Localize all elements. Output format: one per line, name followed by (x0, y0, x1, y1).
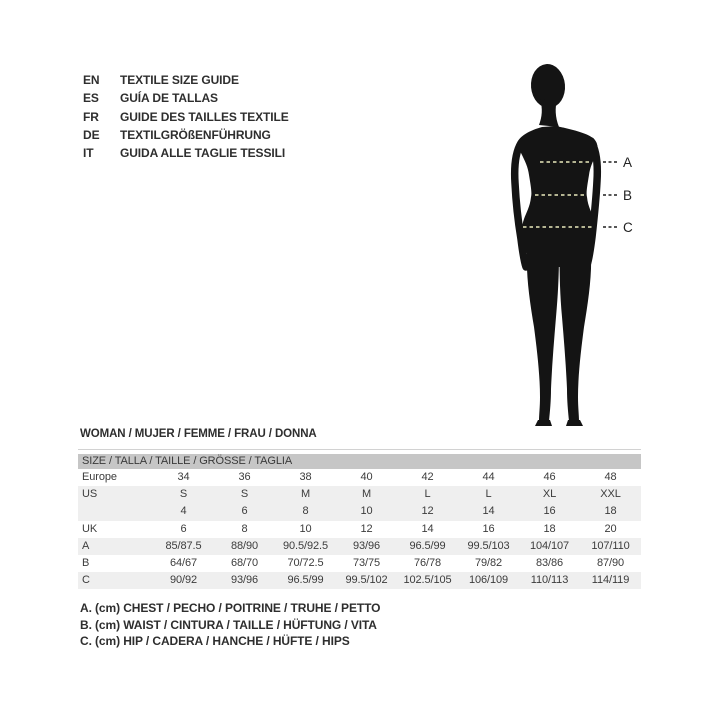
size-cell: 42 (421, 471, 434, 483)
row-label: A (82, 539, 90, 552)
language-row (83, 89, 289, 107)
legend-line: B. (cm) WAIST / CINTURA / TAILLE / HÜFTUNG / VITA (80, 617, 377, 632)
size-cell: XXL (600, 488, 621, 501)
size-cell: L (485, 488, 492, 501)
size-cell: 18 (604, 505, 617, 518)
gender-heading: WOMAN / MUJER / FEMME / FRAU / DONNA (80, 428, 317, 440)
size-cell: 12 (421, 505, 434, 518)
size-cell: 90/92 (169, 574, 198, 587)
table-row (78, 469, 641, 486)
size-cell: 20 (604, 522, 617, 535)
size-cell: 68/70 (230, 556, 259, 569)
table-row (78, 555, 641, 572)
size-cell: 12 (360, 522, 373, 535)
table-row (78, 503, 641, 520)
size-cell: L (424, 488, 431, 501)
size-cell: 6 (180, 522, 187, 535)
size-cell: 6 (241, 505, 248, 518)
measurement-legend (80, 600, 380, 650)
row-label: UK (82, 522, 98, 535)
size-cell: 90.5/92.5 (283, 539, 328, 552)
size-cell: 104/107 (529, 539, 570, 552)
language-title: TEXTILGRÖßENFÜHRUNG (120, 128, 271, 143)
language-code: DE (83, 128, 100, 143)
size-cell: 46 (543, 471, 556, 483)
size-cell: 110/113 (530, 574, 569, 587)
language-row (83, 71, 289, 89)
woman-silhouette-figure (490, 55, 650, 440)
language-row (83, 126, 289, 144)
size-cell: 106/109 (468, 574, 509, 587)
size-cell: 14 (421, 522, 434, 535)
size-cell: 96.5/99 (409, 539, 446, 552)
size-cell: 83/86 (535, 556, 564, 569)
measurement-letters (623, 155, 633, 235)
size-cell: 93/96 (230, 574, 259, 587)
language-title: TEXTILE SIZE GUIDE (120, 73, 239, 88)
size-cell: 34 (177, 471, 190, 483)
size-cell: 48 (604, 471, 617, 483)
size-cell: 107/110 (591, 539, 630, 552)
language-row (83, 144, 289, 162)
size-cell: 73/75 (352, 556, 381, 569)
size-cell: 64/67 (169, 556, 198, 569)
marker-letter-b: B (623, 188, 633, 203)
language-title: GUIDE DES TAILLES TEXTILE (120, 109, 289, 124)
language-code: ES (83, 91, 99, 106)
size-table-body (78, 469, 641, 589)
size-cell: M (300, 488, 311, 501)
legend-line: C. (cm) HIP / CADERA / HANCHE / HÜFTE / HIPS (80, 634, 350, 648)
marker-letter-a: A (623, 155, 633, 170)
size-cell: 96.5/99 (287, 574, 324, 587)
size-cell: 4 (180, 505, 187, 518)
size-cell: 114/119 (591, 574, 630, 587)
size-cell: 36 (238, 471, 251, 483)
table-row (78, 521, 641, 538)
size-cell: 40 (360, 471, 373, 483)
size-cell: 10 (360, 505, 373, 518)
language-title-list (83, 71, 289, 162)
table-row (78, 572, 641, 589)
language-code: FR (83, 109, 99, 124)
size-cell: 70/72.5 (287, 556, 324, 569)
table-row (78, 486, 641, 503)
row-label (78, 503, 153, 520)
legend-line: A. (cm) CHEST / PECHO / POITRINE / TRUHE / PETTO (80, 601, 381, 615)
size-cell: 93/96 (352, 539, 381, 552)
size-cell: 16 (543, 505, 556, 518)
size-cell: 44 (482, 471, 495, 483)
size-cell: 99.5/102 (345, 574, 388, 587)
size-cell: 99.5/103 (467, 539, 510, 552)
size-cell: 14 (482, 505, 495, 518)
language-code: IT (83, 146, 94, 161)
language-code: EN (83, 73, 100, 88)
size-cell: 76/78 (413, 556, 442, 569)
size-cell: 38 (299, 471, 312, 483)
row-label: US (82, 488, 98, 501)
size-table (78, 449, 641, 589)
size-cell: 8 (241, 522, 248, 535)
left-arm (515, 143, 526, 267)
woman-silhouette (515, 63, 598, 426)
size-cell: S (179, 488, 188, 501)
size-cell: M (361, 488, 372, 501)
language-title: GUÍA DE TALLAS (120, 91, 218, 106)
size-cell: 8 (302, 505, 309, 518)
language-title: GUIDA ALLE TAGLIE TESSILI (120, 146, 286, 161)
size-cell: 79/82 (474, 556, 503, 569)
size-cell: 88/90 (230, 539, 259, 552)
size-cell: 102.5/105 (403, 574, 452, 587)
table-row (78, 538, 641, 555)
size-table-header: SIZE / TALLA / TAILLE / GRÖSSE / TAGLIA (78, 454, 641, 469)
size-cell: S (240, 488, 249, 501)
size-cell: 85/87.5 (165, 539, 202, 552)
size-cell: 87/90 (596, 556, 625, 569)
row-label: Europe (82, 471, 117, 483)
language-row (83, 108, 289, 126)
size-cell: 18 (543, 522, 556, 535)
row-label: B (82, 556, 90, 569)
marker-letter-c: C (623, 220, 633, 235)
size-cell: XL (542, 488, 557, 501)
row-label: C (82, 574, 90, 587)
size-cell: 16 (482, 522, 495, 535)
size-cell: 10 (299, 522, 312, 535)
